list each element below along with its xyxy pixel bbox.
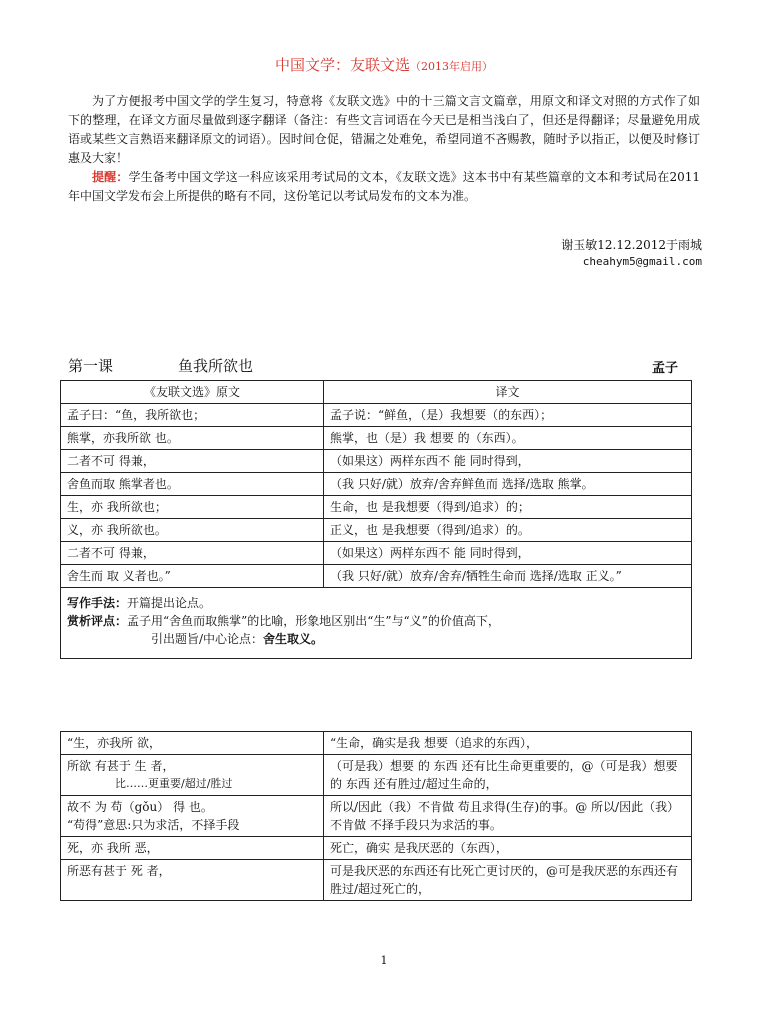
table-row (61, 860, 692, 901)
translation-cell: （可是我）想要 的 东西 还有比生命更重要的，@（可是我）想要 的 东西 还有胜过/超过生命的， (324, 755, 692, 796)
translation-table-2 (60, 731, 692, 901)
appreciation-label: 赏析评点： (67, 614, 128, 628)
original-cell: “生，亦我所 欲， (61, 732, 324, 755)
lesson-number: 第一课 (68, 357, 114, 375)
table-row (61, 473, 692, 496)
original-cell: 义，亦 我所欲也。 (61, 519, 324, 542)
original-cell: 舍鱼而取 熊掌者也。 (61, 473, 324, 496)
original-cell: 二者不可 得兼， (61, 542, 324, 565)
table-row (61, 542, 692, 565)
intro-paragraph: 为了方便报考中国文学的学生复习，特意将《友联文选》中的十三篇文言文篇章，用原文和译文对照的方式作了如下的整理，在译文方面尽量做到逐字翻译（备注：有些文言词语在今天已是相当浅白了，但还是得翻译；尽量避免用成语或某些文言熟语来翻译原文的词语）。因时间仓促，错漏之处难免，希望同道不吝赐教，随时予以指正，以便及时修订惠及大家！ (68, 94, 700, 165)
header-translation: 译文 (324, 381, 692, 404)
translation-cell: 孟子说：“鲜鱼，（是）我想要（的东西）； (324, 404, 692, 427)
lesson-name: 鱼我所欲也 (178, 357, 254, 375)
writing-technique (67, 594, 685, 612)
translation-cell: （我 只好/就）放弃/舍弃鲜鱼而 选择/选取 熊掌。 (324, 473, 692, 496)
original-cell: 生，亦 我所欲也； (61, 496, 324, 519)
title-note: （2013年启用） (410, 60, 493, 73)
notes-row (61, 588, 692, 659)
original-cell: 二者不可 得兼， (61, 450, 324, 473)
table-row (61, 565, 692, 588)
translation-cell: 正义，也 是我想要（得到/追求）的。 (324, 519, 692, 542)
header-original: 《友联文选》原文 (61, 381, 324, 404)
notes-cell (61, 588, 692, 659)
translation-cell: 熊掌，也（是）我 想要 的（东西）。 (324, 427, 692, 450)
translation-cell: （如果这）两样东西不 能 同时得到， (324, 450, 692, 473)
original-text: 故不 为 苟（gǒu） 得 也。 (67, 800, 213, 814)
table-row (61, 755, 692, 796)
translation-cell: （如果这）两样东西不 能 同时得到， (324, 542, 692, 565)
writing-text: 开篇提出论点。 (127, 596, 212, 610)
thesis-text: 舍生取义。 (263, 632, 324, 646)
original-cell: 孟子曰：“鱼，我所欲也； (61, 404, 324, 427)
original-cell: 所恶有甚于 死 者， (61, 860, 324, 901)
appreciation-text: 孟子用“舍鱼而取熊掌”的比喻，形象地区别出“生”与“义”的价值高下， (127, 614, 500, 628)
title-text: 中国文学：友联文选 (274, 56, 410, 74)
original-note: 比……更重要/超过/胜过 (115, 777, 233, 790)
appreciation (67, 612, 685, 630)
original-cell: 熊掌，亦我所欲 也。 (61, 427, 324, 450)
author-signature: 谢玉敏12.12.2012于雨城 (561, 238, 702, 252)
original-cell (61, 796, 324, 837)
page-number: 1 (380, 954, 388, 967)
lesson-heading (68, 355, 678, 376)
translation-table-1 (60, 380, 692, 659)
reminder-label: 提醒： (92, 170, 129, 184)
table-row (61, 450, 692, 473)
table-row (61, 427, 692, 450)
document-title (0, 54, 768, 75)
translation-cell: 可是我厌恶的东西还有比死亡更讨厌的，@可是我厌恶的东西还有胜过/超过死亡的， (324, 860, 692, 901)
table-row (61, 496, 692, 519)
translation-cell: “生命，确实是我 想要（追求的东西）， (324, 732, 692, 755)
lesson-author: 孟子 (651, 361, 678, 376)
original-note: “苟得”意思:只为求活，不择手段 (67, 818, 240, 832)
table-row (61, 837, 692, 860)
thesis-label: 引出题旨/中心论点： (151, 632, 264, 646)
table-row (61, 732, 692, 755)
author-email: cheahym5@gmail.com (582, 255, 702, 268)
original-cell (61, 755, 324, 796)
table-row (61, 519, 692, 542)
original-text: 所欲 有甚于 生 者， (67, 759, 175, 773)
writing-label: 写作手法： (67, 596, 128, 610)
original-cell: 舍生而 取 义者也。” (61, 565, 324, 588)
original-cell: 死，亦 我所 恶， (61, 837, 324, 860)
translation-cell: 生命，也 是我想要（得到/追求）的； (324, 496, 692, 519)
reminder-paragraph (68, 168, 700, 206)
translation-cell: 死亡，确实 是我厌恶的（东西）， (324, 837, 692, 860)
translation-cell: （我 只好/就）放弃/舍弃/牺牲生命而 选择/选取 正义。” (324, 565, 692, 588)
translation-cell: 所以/因此（我）不肯做 苟且求得(生存)的事。@ 所以/因此（我）不肯做 不择手段只为求活的事。 (324, 796, 692, 837)
reminder-text: 学生备考中国文学这一科应该采用考试局的文本，《友联文选》这本书中有某些篇章的文本和考试局在2011年中国文学发布会上所提供的略有不同，这份笔记以考试局发布的文本为准。 (68, 170, 700, 203)
table-row (61, 796, 692, 837)
thesis-line (67, 630, 685, 648)
table-row (61, 404, 692, 427)
table-header-row (61, 381, 692, 404)
